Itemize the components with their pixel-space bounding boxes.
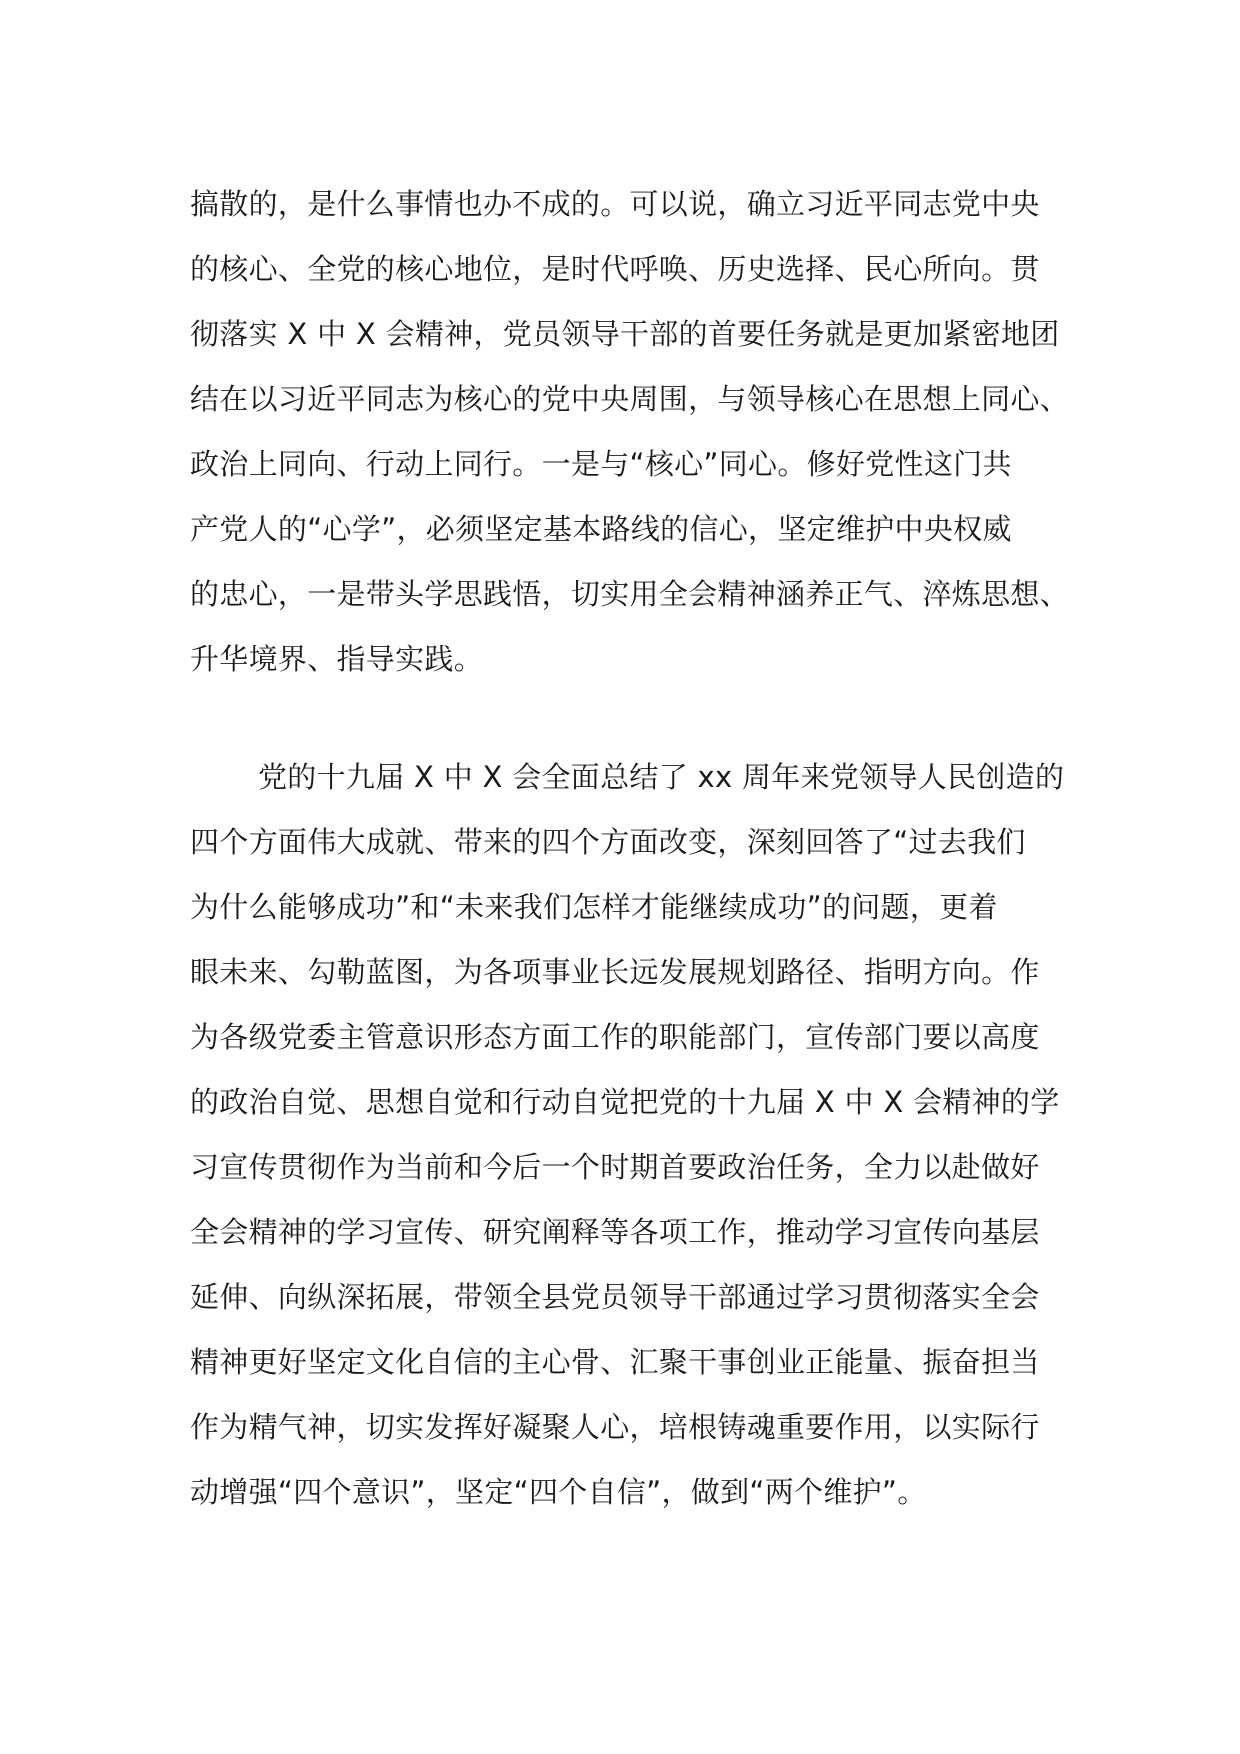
paragraph-line: 搞散的，是什么事情也办不成的。可以说，确立习近平同志党中央 [190,187,1040,221]
paragraph-line: 延伸、向纵深拓展，带领全县党员领导干部通过学习贯彻落实全会 [190,1280,1040,1314]
paragraph-line: 眼未来、勾勒蓝图，为各项事业长远发展规划路径、指明方向。作 [190,955,1040,989]
paragraph-line: 精神更好坚定文化自信的主心骨、汇聚干事创业正能量、振奋担当 [190,1345,1040,1379]
paragraph-line: 政治上同向、行动上同行。一是与“核心”同心。修好党性这门共 [190,447,1012,481]
paragraph-1 [190,172,1070,692]
paragraph-line: 全会精神的学习宣传、研究阐释等各项工作，推动学习宣传向基层 [190,1215,1040,1249]
paragraph-line: 结在以习近平同志为核心的党中央周围，与领导核心在思想上同心、 [190,382,1070,416]
paragraph-line: 升华境界、指导实践。 [190,642,484,676]
paragraph-line: 为什么能够成功”和“未来我们怎样才能继续成功”的问题，更着 [190,890,998,924]
paragraph-2 [190,745,1065,1525]
paragraph-line: 的政治自觉、思想自觉和行动自觉把党的十九届 X 中 X 会精神的学 [190,1085,1060,1119]
paragraph-line: 动增强“四个意识”，坚定“四个自信”，做到“两个维护”。 [190,1475,927,1509]
paragraph-line: 的核心、全党的核心地位，是时代呼唤、历史选择、民心所向。贯 [190,252,1040,286]
paragraph-line: 四个方面伟大成就、带来的四个方面改变，深刻回答了“过去我们 [190,825,1026,859]
paragraph-line: 的忠心，一是带头学思践悟，切实用全会精神涵养正气、淬炼思想、 [190,577,1070,611]
paragraph-line: 习宣传贯彻作为当前和今后一个时期首要政治任务，全力以赴做好 [190,1150,1040,1184]
paragraph-line: 党的十九届 X 中 X 会全面总结了 xx 周年来党领导人民创造的 [258,760,1065,794]
paragraph-line: 彻落实 X 中 X 会精神，党员领导干部的首要任务就是更加紧密地团 [190,317,1060,351]
paragraph-line: 产党人的“心学”，必须坚定基本路线的信心，坚定维护中央权威 [190,512,1012,546]
paragraph-line: 作为精气神，切实发挥好凝聚人心，培根铸魂重要作用，以实际行 [190,1410,1040,1444]
paragraph-line: 为各级党委主管意识形态方面工作的职能部门，宣传部门要以高度 [190,1020,1040,1054]
